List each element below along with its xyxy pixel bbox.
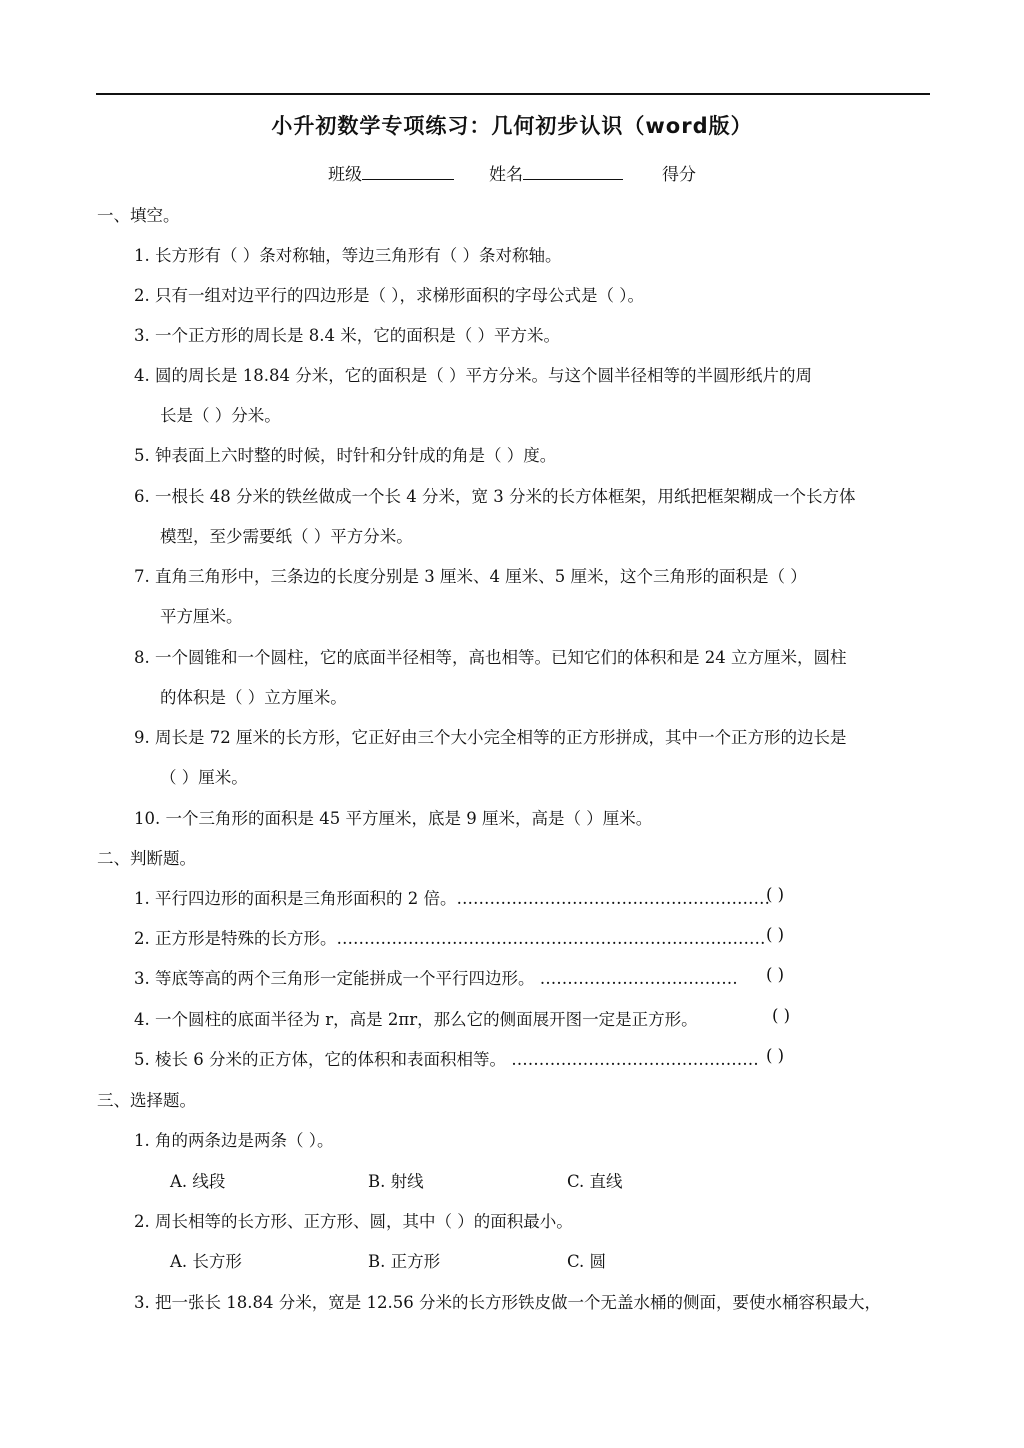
fill-question-7-cont: 平方厘米。 <box>160 607 243 626</box>
class-label: 班级 <box>328 165 362 185</box>
choice-2-option-a[interactable]: A. 长方形 <box>170 1252 242 1271</box>
fill-question-8: 8. 一个圆锥和一个圆柱，它的底面半径相等，高也相等。已知它们的体积和是 24 立方厘米，圆柱 <box>134 648 847 667</box>
choice-1-option-b[interactable]: B. 射线 <box>368 1172 424 1191</box>
name-blank[interactable] <box>523 163 623 180</box>
name-label: 姓名 <box>489 165 523 185</box>
choice-question-3: 3. 把一张长 18.84 分米，宽是 12.56 分米的长方形铁皮做一个无盖水桶的侧面，要使水桶容积最大， <box>134 1293 881 1312</box>
fill-question-8-cont: 的体积是（ ）立方厘米。 <box>160 688 347 707</box>
choice-2-option-b[interactable]: B. 正方形 <box>368 1252 441 1271</box>
fill-question-10: 10. 一个三角形的面积是 45 平方厘米，底是 9 厘米，高是（ ）厘米。 <box>134 809 653 828</box>
choice-2-option-c[interactable]: C. 圆 <box>567 1252 607 1271</box>
judge-bracket-3[interactable]: ( ) <box>766 965 785 984</box>
judge-question-4: 4. 一个圆柱的底面半径为 r，高是 2πr，那么它的侧面展开图一定是正方形。 <box>134 1010 698 1029</box>
fill-question-6: 6. 一根长 48 分米的铁丝做成一个长 4 分米，宽 3 分米的长方体框架，用纸把框架糊成一个长方体 <box>134 487 856 506</box>
fill-question-3: 3. 一个正方形的周长是 8.4 米，它的面积是（ ）平方米。 <box>134 326 560 345</box>
class-field <box>328 160 454 185</box>
judge-bracket-1[interactable]: ( ) <box>766 885 785 904</box>
class-blank[interactable] <box>362 163 454 180</box>
fill-question-5: 5. 钟表面上六时整的时候，时针和分针成的角是（ ）度。 <box>134 446 557 465</box>
score-label: 得分 <box>662 165 696 185</box>
fill-question-4-cont: 长是（ ）分米。 <box>160 406 281 425</box>
judge-question-2: 2. 正方形是特殊的长方形。…………………………………………………………………… <box>134 929 766 948</box>
fill-question-1: 1. 长方形有（ ）条对称轴，等边三角形有（ ）条对称轴。 <box>134 246 562 265</box>
section-fill-heading: 一、填空。 <box>97 206 180 225</box>
judge-question-5: 5. 棱长 6 分米的正方体，它的体积和表面积相等。 ……………………………………… <box>134 1050 759 1069</box>
choice-1-option-c[interactable]: C. 直线 <box>567 1172 623 1191</box>
section-choice-heading: 三、选择题。 <box>97 1091 196 1110</box>
section-judge-heading: 二、判断题。 <box>97 849 196 868</box>
fill-question-7: 7. 直角三角形中，三条边的长度分别是 3 厘米、4 厘米、5 厘米，这个三角形的面积是（ ） <box>134 567 807 586</box>
fill-question-9: 9. 周长是 72 厘米的长方形，它正好由三个大小完全相等的正方形拼成，其中一个正方形的边长是 <box>134 728 847 747</box>
choice-question-1: 1. 角的两条边是两条（ ）。 <box>134 1131 334 1150</box>
judge-question-1: 1. 平行四边形的面积是三角形面积的 2 倍。………………………………………………… <box>134 889 770 908</box>
choice-question-2: 2. 周长相等的长方形、正方形、圆，其中（ ）的面积最小。 <box>134 1212 573 1231</box>
name-field <box>489 160 623 185</box>
fill-question-9-cont: （ ）厘米。 <box>160 768 248 787</box>
judge-bracket-4[interactable]: ( ) <box>772 1006 791 1025</box>
fill-question-2: 2. 只有一组对边平行的四边形是（ ），求梯形面积的字母公式是（ ）。 <box>134 286 644 305</box>
judge-question-3: 3. 等底等高的两个三角形一定能拼成一个平行四边形。 ……………………………… <box>134 969 738 988</box>
header-rule <box>96 93 930 95</box>
page-title: 小升初数学专项练习：几何初步认识（word版） <box>271 114 753 138</box>
judge-bracket-5[interactable]: ( ) <box>766 1046 785 1065</box>
fill-question-4: 4. 圆的周长是 18.84 分米，它的面积是（ ）平方分米。与这个圆半径相等的半圆形纸片的周 <box>134 366 812 385</box>
choice-1-option-a[interactable]: A. 线段 <box>170 1172 226 1191</box>
fill-question-6-cont: 模型，至少需要纸（ ）平方分米。 <box>160 527 413 546</box>
judge-bracket-2[interactable]: ( ) <box>766 925 785 944</box>
